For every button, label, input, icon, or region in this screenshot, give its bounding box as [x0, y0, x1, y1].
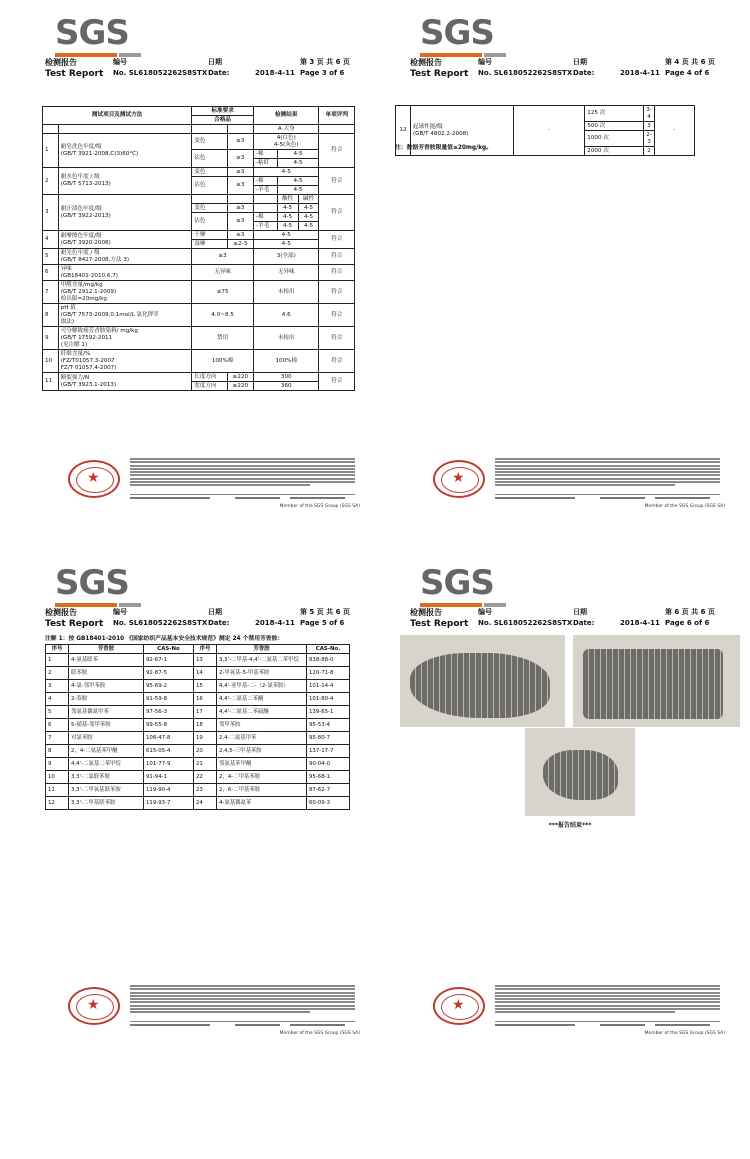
- report-end-caption: ***报告结束***: [548, 822, 592, 829]
- table-row: 8 2，4-二氨基苯甲醚 615-05-4 20 2,4,5-三甲基苯胺 137-17-7: [46, 745, 350, 758]
- sgs-logo: SGS: [420, 566, 510, 602]
- fine-print: [495, 458, 720, 494]
- amine-note: 注：数据芳香胺限量值≤20mg/kg。: [395, 145, 493, 151]
- sample-photo-3: [525, 728, 635, 816]
- annotation-1: 注解 1：按 GB18401-2010 《国家纺织产品基本安全技术规范》测定 24 个禁用芳香胺：: [45, 636, 284, 642]
- report-header: 检测报告 编号 日期 第 3 页 共 6 页 Test Report No. SL618052262S8STX Date: 2018-4-11 Page 3 of 6: [45, 58, 350, 79]
- table-row: 7 对氯苯胺 106-47-8 19 2,4-二氨基甲苯 95-80-7: [46, 732, 350, 745]
- company-seal: [433, 460, 485, 498]
- sample-photo-1: [400, 635, 565, 727]
- company-seal: [68, 460, 120, 498]
- sgs-logo: SGS: [55, 16, 145, 52]
- sgs-logo: SGS: [55, 566, 145, 602]
- report-footer: [60, 458, 360, 510]
- company-seal: [68, 987, 120, 1025]
- report-footer: [60, 985, 360, 1037]
- fine-print: [130, 458, 355, 494]
- address-line: [130, 1021, 355, 1030]
- report-header: 检测报告 编号 日期 第 6 页 共 6 页 Test Report No. SL618052262S8STX Date: 2018-4-11 Page 6 of 6: [410, 608, 715, 629]
- table-row: 12 3,3'-二甲基联苯胺 119-93-7 24 4-氨基偶氮苯 60-09-3: [46, 797, 350, 810]
- table-row: 4 2-萘胺 91-59-8 16 4,4'-二氨基二苯醚 101-80-4: [46, 693, 350, 706]
- table-row: 10 3,3'-二氯联苯胺 91-94-1 22 2，4-二甲基苯胺 95-68-1: [46, 771, 350, 784]
- table-row: 6 5-硝基-邻甲苯胺 99-55-8 18 邻甲苯胺 95-53-4: [46, 719, 350, 732]
- star-icon: ★: [87, 997, 100, 1013]
- fine-print: [495, 985, 720, 1021]
- table-row: 1 4-氨基联苯 92-67-1 13 3,3'-二甲基-4,4'-二氨基二苯甲烷 838-88-0: [46, 654, 350, 667]
- star-icon: ★: [452, 997, 465, 1013]
- amine-table: 序号 芳香胺 CAS-No 序号 芳香胺 CAS-No. 1 4-氨基联苯 92-67-1 13 3,3'-二甲基-4,4'-二氨基二苯甲烷 838-88-0 2 联苯胺 92-87-5 14 2-甲氧基-5-甲基苯胺 120-71-8 3 4-氯-邻甲苯胺 95-69-2 15 4,4'-亚甲基-二-（2-氯苯胺） 101-14-4 4 2-萘胺 91-59-8 16 4,4'-二氨基二苯醚 101-80-4 5 邻氨基偶氮甲苯 97-56-3 17 4,4'-二氨基二苯硫醚 139-65-1 6 5-硝基-邻甲苯胺 99-55-8 18 邻甲苯胺 95-53-4 7 对氯苯胺 106-47-8 19 2,4-二氨基甲苯 95-80-7 8 2，4-二氨基苯甲醚 615-05-4 20 2,4,5-三甲基苯胺 137-17-7 9 4,4'-二氨基二苯甲烷 101-77-9 21 邻氨基苯甲醚 90-04-0 10 3,3'-二氯联苯胺 91-94-1 22 2，4-二甲基苯胺 95-68-1 11 3,3'-二甲氧基联苯胺 119-90-4 23 2，6-二甲基苯胺 87-62-7 12 3,3'-二甲基联苯胺 119-93-7 24 4-氨基偶氮苯 60-09-3: [45, 644, 350, 810]
- table-row: 9 4,4'-二氨基二苯甲烷 101-77-9 21 邻氨基苯甲醚 90-04-0: [46, 758, 350, 771]
- member-note: Member of the SGS Group (SGS SA): [279, 504, 360, 509]
- address-line: [495, 494, 720, 503]
- table-row: 2 联苯胺 92-87-5 14 2-甲氧基-5-甲基苯胺 120-71-8: [46, 667, 350, 680]
- sgs-logo: SGS: [420, 16, 510, 52]
- address-line: [495, 1021, 720, 1030]
- report-page-3: [35, 10, 375, 530]
- sample-photo-2: [573, 635, 740, 727]
- table-row: 3 4-氯-邻甲苯胺 95-69-2 15 4,4'-亚甲基-二-（2-氯苯胺） 101-14-4: [46, 680, 350, 693]
- report-page-4: [395, 10, 740, 530]
- report-footer: [425, 985, 725, 1037]
- report-page-5: [35, 560, 375, 1080]
- member-note: Member of the SGS Group (SGS SA): [279, 1031, 360, 1036]
- star-icon: ★: [87, 470, 100, 486]
- table-row: 11 3,3'-二甲氧基联苯胺 119-90-4 23 2，6-二甲基苯胺 87-62-7: [46, 784, 350, 797]
- fine-print: [130, 985, 355, 1021]
- star-icon: ★: [452, 470, 465, 486]
- report-header: 检测报告 编号 日期 第 5 页 共 6 页 Test Report No. SL618052262S8STX Date: 2018-4-11 Page 5 of 6: [45, 608, 350, 629]
- company-seal: [433, 987, 485, 1025]
- table-row: 5 邻氨基偶氮甲苯 97-56-3 17 4,4'-二氨基二苯硫醚 139-65-1: [46, 706, 350, 719]
- report-page-6: [400, 560, 740, 1080]
- test-results-table: 测试项目及测试方法 标准要求 检测结果 单项评判 合格品 A 大身 1 耐皂洗色牢度/级 (GB/T 3921-2008,C(3)60°C) 变色 ≥3 4(白色) 4-5(灰色) 符合 沾色 ≥3 -棉 4-5 -粘纤 4-5 2 耐水色牢度 / 级 (GB/T 5713-2013) 变色 ≥3 4-5 符合 沾色 ≥3 -棉 4-5 -羊毛 4-5 3 耐汗渍色牢度/级 (GB/T 3922-2013) 酸性 碱性 符合 变色 ≥3 4-5 4-5 沾色 ≥3 -棉 4-5 4-5 -羊毛 4-5 4-5 4 耐摩擦色牢度/级 (GB/T 3920-2008) 干摩 ≥3 4-5 符合 湿摩 ≥2-3 4-5 5 耐光色牢度 / 级 (GB/T 8427-2008,方法 3) ≥3 3(全部) 符合 6 异味 (GB18401-2010,6.7) 无异味 无异味 符合 7 甲醛含量/mg/kg (GB/T 2912.1-2009) 检出限=20mg/kg ≤75 未检出 符合 8 pH 值 (GB/T 7573-2009,0.1mol/L 氯化钾萃 取法) 4.0~8.5 4.6 符合 9 可分解致癌芳香胺染料/ mg/kg (GB/T 17592-2011 (见注解 1) 禁用 未检出 符合 10 纤维含量/% (FZ/T01057.3-2007 FZ/T 01057.4-2007) 100%棉 100%棉 符合 11 断裂强力/N (GB/T 3923.1-2013) 长度方向 ≥220 300 符合 宽度方向 ≥220 360: [42, 106, 355, 391]
- pilling-table: 12 起球性能/级 (GB/T 4802.2-2008) - 125 次 3-4 - 500 次 3 1000 次 2-3 2000 次 2: [395, 105, 695, 156]
- address-line: [130, 494, 355, 503]
- report-header: 检测报告 编号 日期 第 4 页 共 6 页 Test Report No. SL618052262S8STX Date: 2018-4-11 Page 4 of 6: [410, 58, 715, 79]
- report-footer: [425, 458, 725, 510]
- member-note: Member of the SGS Group (SGS SA): [644, 504, 725, 509]
- member-note: Member of the SGS Group (SGS SA): [644, 1031, 725, 1036]
